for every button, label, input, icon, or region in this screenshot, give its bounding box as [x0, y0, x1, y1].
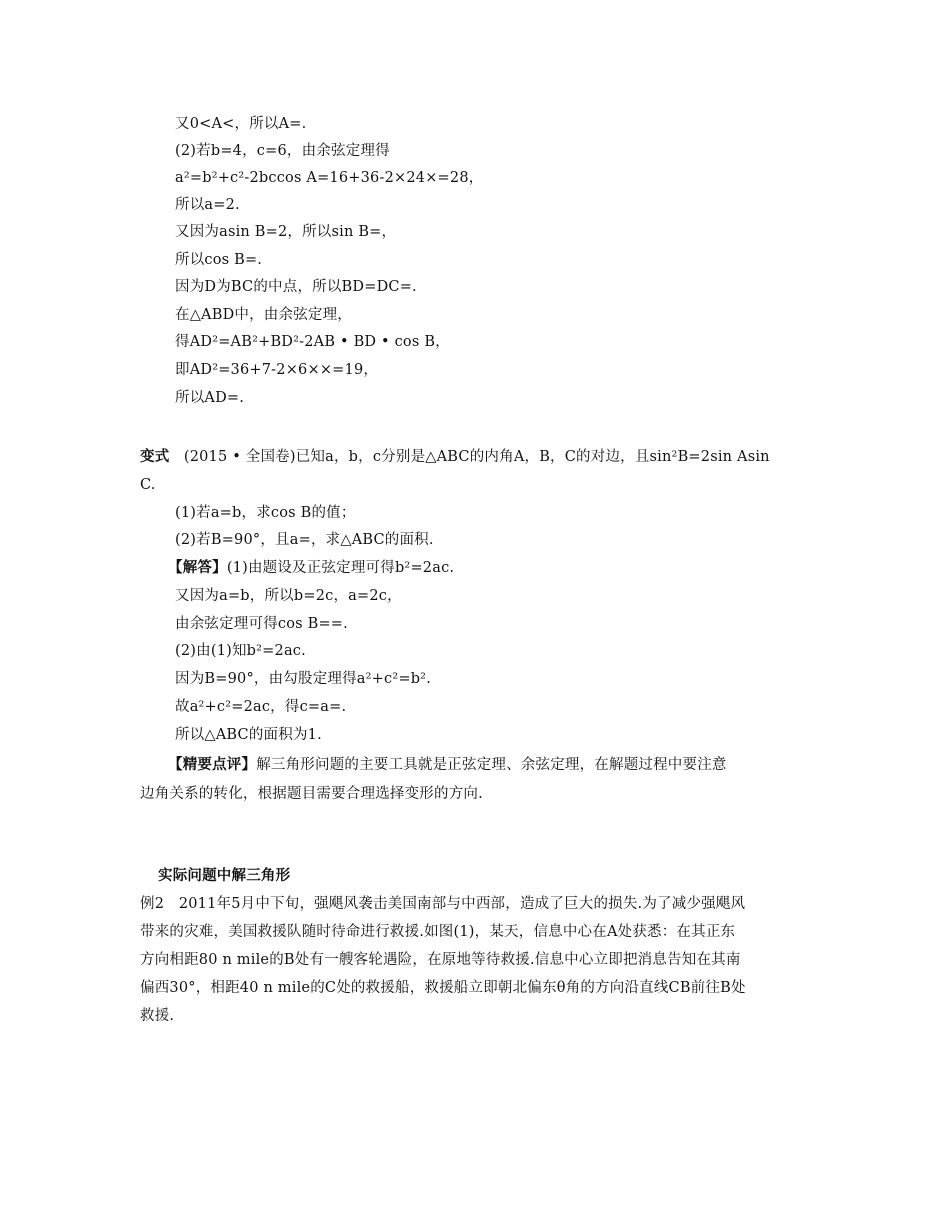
text-line: 因为D为BC的中点，所以BD=DC=. [175, 279, 417, 295]
text-line: 得AD²=AB²+BD²-2AB • BD • cos B， [175, 334, 450, 350]
text-line: (2)若b=4，c=6，由余弦定理得 [175, 143, 390, 159]
text-line: 方向相距80 n mile的B处有一艘客轮遇险，在原地等待救援.信息中心立即把消息告知在其南 [140, 952, 741, 968]
text-line: 因为B=90°，由勾股定理得a²+c²=b². [175, 671, 431, 687]
text-line: 在△ABD中，由余弦定理， [175, 307, 353, 323]
text-line: 边角关系的转化，根据题目需要合理选择变形的方向. [140, 786, 483, 802]
text-line: 偏西30°，相距40 n mile的C处的救援船，救援船立即朝北偏东θ角的方向沿直线CB前往B处 [140, 980, 746, 996]
text-line: 救援. [140, 1008, 175, 1024]
text-line: 所以a=2. [175, 197, 240, 213]
text-line: (2)由(1)知b²=2ac. [175, 643, 306, 659]
comment-label: 【精要点评】 [168, 757, 257, 773]
text-line: 又因为a=b，所以b=2c，a=2c， [175, 588, 402, 604]
answer-label: 【解答】 [168, 560, 227, 576]
variant-stem [140, 447, 770, 467]
text-line: 带来的灾难，美国救援队随时待命进行救援.如图(1)，某天，信息中心在A处获悉：在其正东 [140, 924, 736, 940]
comment-line [168, 755, 727, 775]
text-line: 又0<A<，所以A=. [175, 116, 307, 132]
question-1: (1)若a=b，求cos B的值； [175, 505, 356, 521]
text-line: 即AD²=36+7-2×6××=19， [175, 362, 379, 378]
section-heading: 实际问题中解三角形 [158, 868, 291, 884]
answer-text: (1)由题设及正弦定理可得b²=2ac. [226, 560, 455, 576]
question-2: (2)若B=90°，且a=，求△ABC的面积. [175, 532, 434, 548]
text-line: a²=b²+c²-2bccos A=16+36-2×24×=28， [175, 170, 484, 186]
answer-line [168, 558, 454, 578]
text-line: 故a²+c²=2ac，得c=a=. [175, 699, 347, 715]
text-line: C. [140, 477, 156, 493]
text-line: 又因为asin B=2，所以sin B=， [175, 224, 397, 240]
text-line: 所以cos B=. [175, 252, 263, 268]
text-line: 由余弦定理可得cos B==. [175, 616, 348, 632]
text-line: 所以AD=. [175, 390, 245, 406]
comment-text: 解三角形问题的主要工具就是正弦定理、余弦定理，在解题过程中要注意 [256, 757, 727, 773]
variant-stem-text: (2015 • 全国卷)已知a，b，c分别是△ABC的内角A，B，C的对边，且sin²B=2sin Asin [183, 449, 770, 465]
variant-label: 变式 [140, 449, 170, 465]
text-line: 例2 2011年5月中下旬，强飓风袭击美国南部与中西部，造成了巨大的损失.为了减少强飓风 [140, 896, 746, 912]
text-line: 所以△ABC的面积为1. [175, 727, 322, 743]
